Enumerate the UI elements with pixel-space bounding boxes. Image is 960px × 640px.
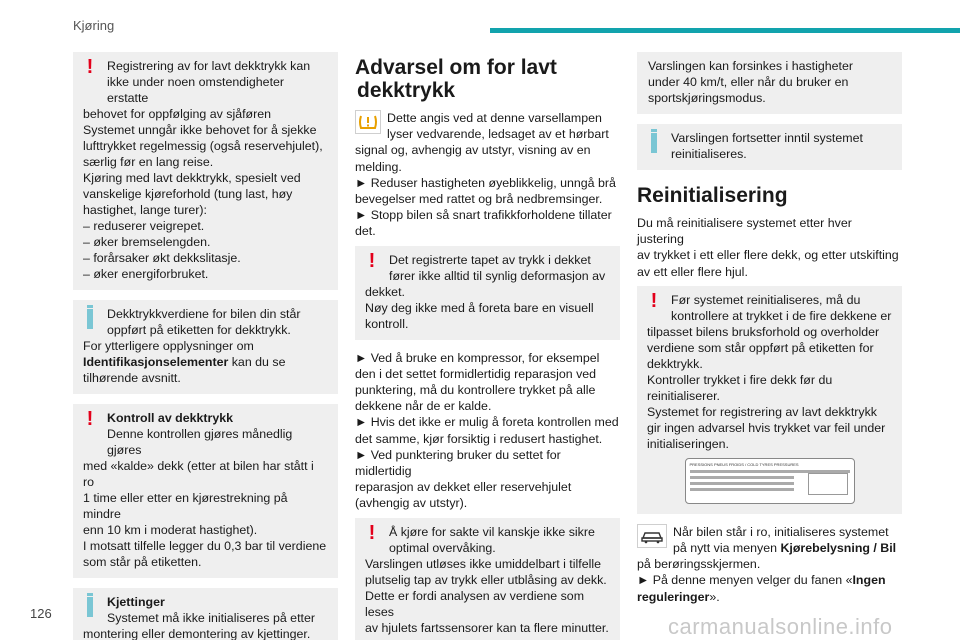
- text-line: på berøringsskjermen.: [637, 557, 761, 572]
- menu-name: Kjørebelysning / Bil: [780, 541, 897, 556]
- box-line: reinitialiserer.: [647, 388, 720, 403]
- instructions-text: [355, 350, 620, 512]
- info-box-tyre-values: [73, 300, 338, 394]
- warning-box-pressure-check: [73, 404, 338, 578]
- box-line: [83, 354, 328, 370]
- text-line: det.: [355, 224, 376, 239]
- box-line: kontrollere at trykket i de fire dekkene er: [671, 308, 892, 323]
- box-line: Registrering av for lavt dekktrykk kan: [107, 59, 311, 73]
- box-delay-note: [637, 52, 902, 114]
- text-line: [637, 572, 902, 588]
- box-line: Kjøring med lavt dekktrykk, spesielt ved: [83, 171, 301, 185]
- box-line: vanskelige kjøreforhold (tung last, høy: [83, 187, 293, 201]
- text-line: signal og, avhengig av utstyr, visning av en: [355, 143, 591, 158]
- box-line: Varslingen kan forsinkes i hastigheter: [648, 59, 854, 73]
- box-line: Dekktrykkverdiene for bilen din står: [107, 307, 301, 321]
- intro-text: [355, 110, 620, 240]
- box-line: enn 10 km i moderat hastighet).: [83, 523, 258, 537]
- text-line: det samme, kjør forsiktig i redusert hastighet.: [355, 431, 603, 446]
- info-box-until-reset: [637, 124, 902, 170]
- box-line: gir ingen advarsel hvis trykket var feil under: [647, 420, 886, 435]
- text-line: Dette angis ved at denne varsellampen: [387, 111, 602, 125]
- box-line: montering eller demontering av kjettinger.: [83, 627, 311, 640]
- box-line: I motsatt tilfelle legger du 0,3 bar til verdiene: [83, 539, 327, 553]
- column-middle: [355, 56, 620, 640]
- box-title: Kontroll av dekktrykk: [107, 411, 234, 425]
- text-line: Du må reinitialisere systemet etter hver justering: [637, 216, 852, 247]
- box-line: Varslingen utløses ikke umiddelbart i tilfelle: [365, 556, 601, 571]
- box-line: Det registrerte tapet av trykk i dekket: [389, 252, 591, 267]
- text-line: reparasjon av dekket eller reservehjulet: [355, 480, 572, 495]
- box-line: verdiene som står oppført på etiketten for: [647, 340, 874, 355]
- box-line: Dette er fordi analysen av verdiene som leses: [365, 588, 585, 619]
- page-number: 126: [30, 606, 52, 621]
- box-line: sportskjøringsmodus.: [648, 91, 766, 105]
- warning-icon: !: [86, 56, 94, 78]
- box-line: Kontroller trykket i fire dekk før du: [647, 372, 833, 387]
- heading-low-pressure-warning: [355, 56, 620, 102]
- car-menu-icon: [637, 524, 667, 548]
- text-line: [637, 540, 902, 556]
- text-line: melding.: [355, 159, 402, 174]
- text-line: ► Ved å bruke en kompressor, for eksempel: [355, 350, 600, 365]
- box-line: kontroll.: [365, 316, 409, 331]
- info-icon: [651, 133, 657, 153]
- box-line: tilpasset bilens bruksforhold og overholder: [647, 324, 880, 339]
- info-icon: [87, 309, 93, 329]
- box-line: dekket.: [365, 284, 405, 299]
- tyre-pressure-label-image: [685, 458, 855, 504]
- box-line: behovet for oppfølging av sjåføren: [83, 107, 272, 121]
- box-line: 1 time eller etter en kjørestrekning på mindre: [83, 491, 288, 521]
- warning-box-slow-driving: [355, 518, 620, 640]
- text-line: (avhengig av utstyr).: [355, 496, 468, 511]
- warning-box-before-reset: [637, 286, 902, 514]
- text-line: ► Hvis det ikke er mulig å foreta kontrollen med: [355, 415, 619, 430]
- warning-icon: !: [368, 521, 376, 544]
- link-text: Identifikasjonselementer: [83, 355, 229, 369]
- box-line: – øker bremselengden.: [83, 235, 211, 249]
- box-line: – reduserer veigrepet.: [83, 219, 205, 233]
- box-line: For ytterligere opplysninger om: [83, 339, 254, 353]
- box-line: av hjulets fartssensorer kan ta flere minutter.: [365, 620, 609, 635]
- info-icon: [87, 597, 93, 617]
- heading-line: dekktrykk: [357, 79, 456, 102]
- text-line: dekkene når de er kalde.: [355, 399, 492, 414]
- warning-box-registration: [73, 52, 338, 290]
- box-line: dekktrykk.: [647, 356, 703, 371]
- box-line: særlig før en lang reise.: [83, 155, 214, 169]
- reinit-intro: [637, 215, 902, 280]
- box-line: Systemet for registrering av lavt dekktrykk: [647, 404, 877, 419]
- watermark: carmanualsonline.info: [668, 614, 893, 639]
- text: ► På denne menyen velger du fanen «: [637, 573, 853, 588]
- box-line: tilhørende avsnitt.: [83, 371, 181, 385]
- text-line: av ett eller flere hjul.: [637, 264, 748, 279]
- text-line: punktering, må du kontrollere trykket på alle: [355, 383, 596, 398]
- text-line: bevegelser med rattet og brå nedbremsinger.: [355, 192, 603, 207]
- tab-name: Ingen: [852, 573, 886, 588]
- heading-reinitialisation: Reinitialisering: [637, 184, 788, 207]
- text-line: Når bilen står i ro, initialiseres systemet: [673, 524, 889, 539]
- box-line: optimal overvåking.: [389, 540, 496, 555]
- box-line: initialiseringen.: [647, 436, 729, 451]
- text-line: lyser vedvarende, ledsaget av et hørbart: [387, 127, 609, 142]
- info-box-chains: [73, 588, 338, 640]
- box-line: Nøy deg ikke med å foreta bare en visuell: [365, 300, 594, 315]
- warning-icon: !: [86, 408, 94, 430]
- label-caption: PRESSIONS PNEUS FROIDS / COLD TYRES PRESSURES: [689, 461, 799, 467]
- column-right: [637, 52, 902, 611]
- text: på nytt via menyen: [673, 541, 781, 556]
- header-accent-bar: [490, 28, 960, 33]
- box-line: under 40 km/t, eller når du bruker en: [648, 75, 849, 89]
- text-line: [637, 589, 902, 605]
- text-line: av trykket i ett eller flere dekk, og etter utskifting: [637, 248, 899, 263]
- box-title: Kjettinger: [107, 595, 165, 609]
- box-line: Systemet unngår ikke behovet for å sjekke: [83, 123, 317, 137]
- box-line: med «kalde» dekk (etter at bilen har stått i ro: [83, 459, 314, 489]
- text-line: ► Ved punktering bruker du settet for midlertidig: [355, 447, 561, 479]
- text-line: ► Reduser hastigheten øyeblikkelig, unngå brå: [355, 175, 616, 190]
- column-left: [73, 52, 338, 640]
- section-title: Kjøring: [73, 18, 115, 33]
- warning-box-deformation: [355, 246, 620, 340]
- box-line: hastighet, lange turer):: [83, 203, 207, 217]
- text-line: ► Stopp bilen så snart trafikkforholdene tillater: [355, 208, 612, 223]
- box-line: lufttrykket regelmessig (også reservehjulet),: [83, 139, 323, 153]
- tyre-pressure-lamp-icon: [355, 110, 381, 134]
- text: ».: [709, 589, 720, 604]
- reset-via-menu-text: [637, 524, 902, 605]
- box-line: – øker energiforbruket.: [83, 267, 209, 281]
- box-text: kan du se: [228, 355, 286, 369]
- box-line: plutselig tap av trykk eller utblåsing av dekk.: [365, 572, 607, 587]
- warning-icon: !: [650, 289, 658, 312]
- box-line: Varslingen fortsetter inntil systemet: [671, 131, 863, 145]
- box-line: oppført på etiketten for dekktrykk.: [107, 323, 291, 337]
- warning-icon: !: [368, 249, 376, 272]
- box-line: Å kjøre for sakte vil kanskje ikke sikre: [389, 524, 595, 539]
- heading-line: Advarsel om for lavt: [355, 56, 557, 79]
- text-line: den i det settet formidlertidig reparasjon ved: [355, 366, 597, 381]
- box-line: reinitialiseres.: [671, 147, 747, 161]
- box-line: fører ikke alltid til synlig deformasjon av: [389, 268, 606, 283]
- box-line: Før systemet reinitialiseres, må du: [671, 292, 861, 307]
- box-line: Systemet må ikke initialiseres på etter: [107, 611, 315, 625]
- box-line: som står på etiketten.: [83, 555, 202, 569]
- box-line: Denne kontrollen gjøres månedlig gjøres: [107, 427, 293, 457]
- box-line: ikke under noen omstendigheter erstatte: [107, 75, 285, 105]
- box-line: – forårsaker økt dekkslitasje.: [83, 251, 241, 265]
- tab-name: reguleringer: [637, 589, 710, 604]
